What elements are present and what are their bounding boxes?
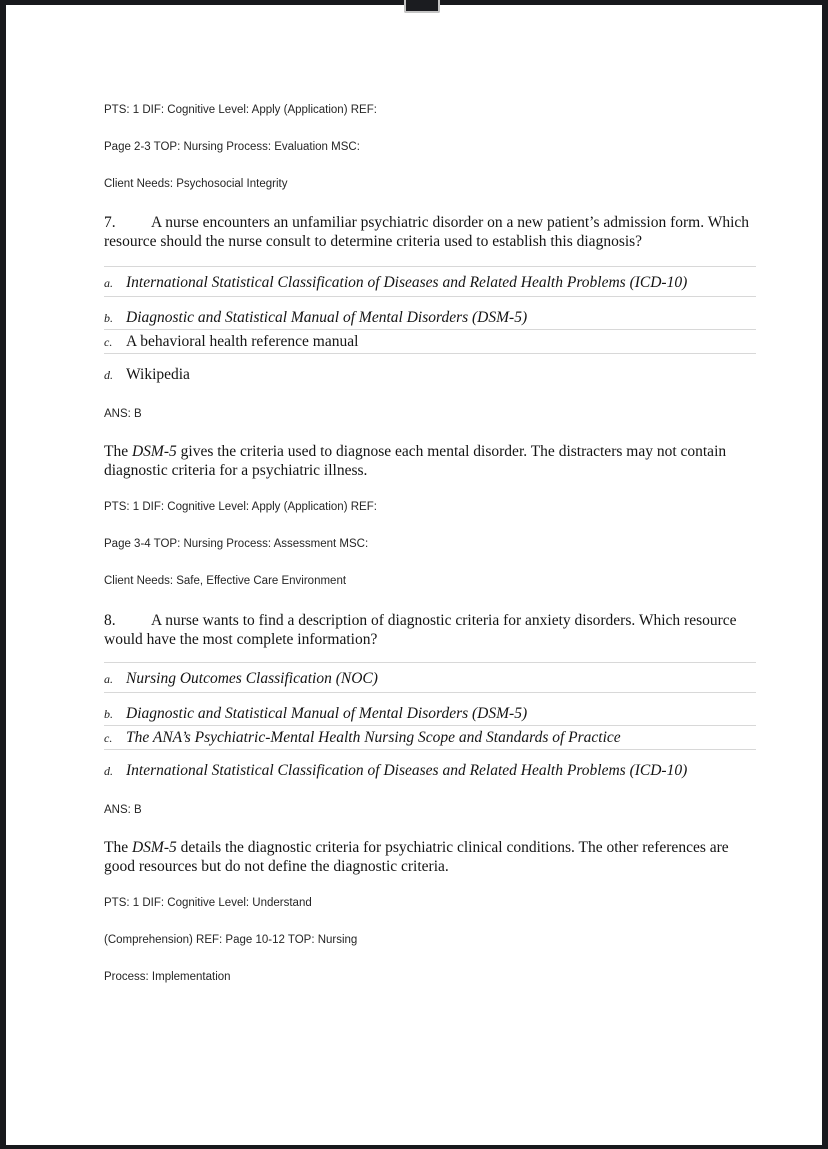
question-7-options <box>104 266 756 384</box>
question-8-number: 8. <box>104 611 116 629</box>
meta-line: Process: Implementation <box>104 970 231 983</box>
option-row-d <box>104 761 756 780</box>
meta-line: PTS: 1 DIF: Cognitive Level: Apply (Application) REF: <box>104 104 377 116</box>
rationale-text: The <box>104 839 132 857</box>
question-7-answer: ANS: B <box>104 408 142 421</box>
document-page <box>6 5 822 1145</box>
page-content <box>104 5 760 984</box>
question-7-rationale <box>104 443 760 480</box>
option-letter: d. <box>104 764 113 779</box>
option-row-d <box>104 365 756 384</box>
option-row-a <box>104 266 756 297</box>
option-text: International Statistical Classification of Diseases and Related Health Problems (ICD-10) <box>126 762 688 780</box>
question-8-rationale <box>104 839 760 876</box>
question-8-options <box>104 662 756 780</box>
option-letter: b. <box>104 707 113 722</box>
option-row-a <box>104 662 756 693</box>
option-letter: d. <box>104 368 113 383</box>
meta-line: (Comprehension) REF: Page 10-12 TOP: Nursing <box>104 933 358 946</box>
option-letter: a. <box>104 672 113 687</box>
option-text: The ANA’s Psychiatric-Mental Health Nursing Scope and Standards of Practice <box>126 729 621 747</box>
meta-line: Client Needs: Psychosocial Integrity <box>104 178 288 190</box>
rationale-title: DSM-5 <box>131 443 177 461</box>
option-letter: c. <box>104 335 113 350</box>
option-text: Diagnostic and Statistical Manual of Mental Disorders (DSM-5) <box>126 309 528 327</box>
option-letter: a. <box>104 276 113 291</box>
option-letter: b. <box>104 311 113 326</box>
meta-line: PTS: 1 DIF: Cognitive Level: Apply (Application) REF: <box>104 500 377 513</box>
question-7-text <box>104 214 760 251</box>
meta-line: PTS: 1 DIF: Cognitive Level: Understand <box>104 896 312 909</box>
question-8-answer: ANS: B <box>104 804 142 817</box>
option-row-c <box>104 329 756 354</box>
meta-line: Page 3-4 TOP: Nursing Process: Assessment MSC: <box>104 537 369 550</box>
rationale-text: The <box>104 443 132 461</box>
option-row-b <box>104 308 756 327</box>
question-8-stem: A nurse wants to find a description of diagnostic criteria for anxiety disorders. Which resource would have the most complete information? <box>104 611 737 648</box>
rationale-text: details the diagnostic criteria for psychiatric clinical conditions. The other references are good resources but do not define the diagnostic criteria. <box>104 839 729 875</box>
option-text: Wikipedia <box>126 366 190 384</box>
option-text: International Statistical Classification of Diseases and Related Health Problems (ICD-10) <box>126 274 688 292</box>
question-7-number: 7. <box>104 214 116 231</box>
meta-line: Client Needs: Safe, Effective Care Environment <box>104 574 347 587</box>
meta-line: Page 2-3 TOP: Nursing Process: Evaluation MSC: <box>104 141 360 153</box>
option-letter: c. <box>104 731 113 746</box>
page-top-handle[interactable] <box>404 0 440 13</box>
question-7-stem: A nurse encounters an unfamiliar psychiatric disorder on a new patient’s admission form. Which resource should the nurse consult to determine criteria used to establish this diagnosis? <box>104 214 750 250</box>
option-text: A behavioral health reference manual <box>126 333 359 351</box>
option-row-c <box>104 725 756 750</box>
rationale-text: gives the criteria used to diagnose each mental disorder. The distracters may not contain diagnostic criteria for a psychiatric illness. <box>104 443 727 480</box>
option-text: Nursing Outcomes Classification (NOC) <box>126 670 378 688</box>
option-text: Diagnostic and Statistical Manual of Mental Disorders (DSM-5) <box>126 705 528 723</box>
rationale-title: DSM-5 <box>131 839 177 857</box>
question-8-text <box>104 612 760 649</box>
option-row-b <box>104 704 756 723</box>
